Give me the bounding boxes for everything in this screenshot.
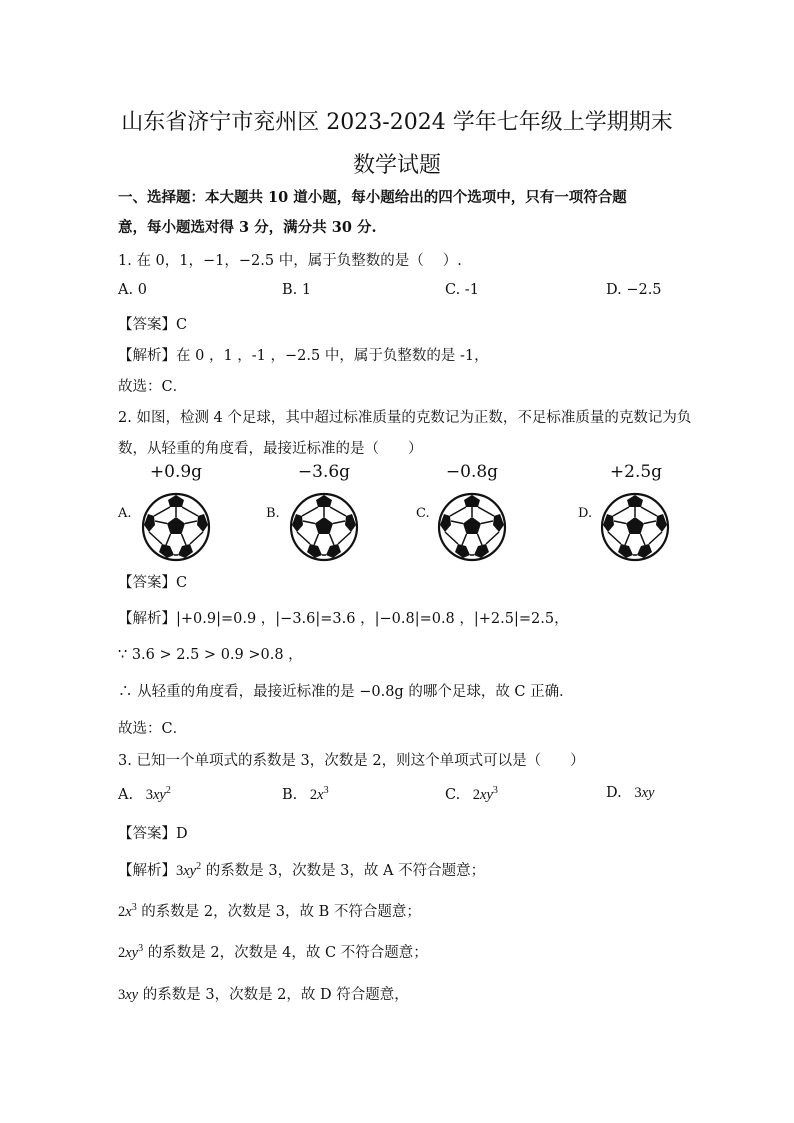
q3-option-d-letter: D.: [606, 785, 622, 801]
q1-analysis: 【解析】在 0 ，1 ，-1 ，−2.5 中，属于负整数的是 -1，: [118, 348, 489, 364]
ball-c-mass-label: −0.8g: [445, 462, 499, 482]
q2-answer: 【答案】C: [118, 575, 188, 591]
q3-analysis-2-vars: x: [125, 904, 132, 920]
q1-answer: 【答案】C: [118, 317, 188, 333]
ball-c-letter: C.: [416, 506, 430, 521]
soccer-ball-b-icon: [289, 492, 359, 562]
q3-analysis-1-coef: 3: [176, 863, 184, 879]
q3-option-a-exp: 2: [165, 785, 171, 796]
ball-b-letter: B.: [266, 506, 280, 521]
q3-option-c-vars: xy: [480, 786, 493, 803]
q3-option-b: [282, 785, 329, 804]
q1-choice: 故选：C．: [118, 379, 188, 395]
soccer-ball-d-icon: [600, 492, 670, 562]
q3-option-b-vars: x: [317, 786, 324, 803]
q3-option-c: [445, 785, 498, 804]
q3-option-a-letter: A.: [118, 786, 134, 803]
q3-analysis-2-coef: 2: [118, 904, 126, 920]
q3-analysis-label: 【解析】: [118, 863, 176, 879]
q1-option-b: B. 1: [282, 282, 312, 298]
ball-b-mass-label: −3.6g: [297, 462, 351, 482]
q3-option-c-exp: 3: [492, 785, 498, 796]
ball-d-letter: D.: [578, 506, 593, 521]
ball-d-mass-label: +2.5g: [609, 462, 663, 482]
q2-analysis-line3: ∴ 从轻重的角度看，最接近标准的是 −0.8g 的哪个足球，故 C 正确．: [118, 684, 574, 700]
q3-analysis-3-text: 的系数是 2，次数是 4，故 C 不符合题意；: [143, 945, 428, 961]
q2-stem-line1: 2. 如图，检测 4 个足球，其中超过标准质量的克数记为正数，不足标准质量的克数记为负: [118, 410, 692, 426]
q3-analysis-line2: [118, 900, 421, 921]
q3-stem: 3. 已知一个单项式的系数是 3，次数是 2，则这个单项式可以是（ ）: [118, 753, 585, 769]
q3-analysis-3-coef: 2: [118, 945, 126, 961]
q3-analysis-4-vars: xy: [125, 987, 139, 1003]
q1-option-c: C. -1: [445, 282, 479, 298]
q3-analysis-3-vars: xy: [125, 945, 139, 961]
q3-option-d-coef: 3: [634, 785, 642, 801]
q3-analysis-line1: [118, 859, 485, 880]
section-header-line2: 意，每小题选对得 3 分，满分共 30 分.: [118, 219, 377, 236]
q1-stem: 1. 在 0，1，−1，−2.5 中，属于负整数的是（ ）.: [118, 253, 462, 269]
q3-option-c-letter: C.: [445, 786, 461, 803]
q3-analysis-3-exp: 3: [138, 943, 144, 955]
q3-analysis-1-vars: xy: [183, 863, 197, 879]
q3-analysis-4-text: 的系数是 3，次数是 2，故 D 符合题意，: [138, 987, 409, 1003]
q3-analysis-2-exp: 3: [131, 902, 137, 914]
q3-option-a-vars: xy: [152, 786, 166, 803]
q3-option-b-letter: B.: [282, 786, 298, 803]
q3-option-d: [606, 785, 654, 802]
section-header-line1: 一、选择题：本大题共 10 道小题，每小题给出的四个选项中，只有一项符合题: [118, 189, 627, 206]
page-title: 山东省济宁市兖州区 2023-2024 学年七年级上学期期末: [121, 110, 673, 135]
q2-analysis-line1: 【解析】|+0.9|=0.9 ，|−3.6|=3.6 ，|−0.8|=0.8 ，|+2.5|=2.5，: [118, 611, 569, 627]
q3-analysis-2-text: 的系数是 2，次数是 3，故 B 不符合题意；: [136, 904, 421, 920]
q3-answer: 【答案】D: [118, 826, 188, 842]
q2-stem-line2: 数，从轻重的角度看，最接近标准的是（ ）: [118, 441, 423, 457]
q2-analysis-line2: ∵ 3.6 > 2.5 > 0.9 >0.8 ，: [118, 647, 303, 663]
q3-option-a-coef: 3: [145, 786, 153, 803]
ball-a-letter: A.: [118, 506, 132, 521]
q3-option-a: [118, 785, 171, 804]
soccer-ball-c-icon: [437, 492, 507, 562]
q1-option-d: D. −2.5: [606, 282, 662, 298]
ball-a-mass-label: +0.9g: [149, 462, 203, 482]
q3-analysis-line3: [118, 941, 428, 962]
q3-analysis-1-exp: 2: [196, 861, 202, 873]
q3-analysis-1-text: 的系数是 3，次数是 3，故 A 不符合题意；: [201, 863, 486, 879]
q2-choice: 故选：C．: [118, 721, 188, 737]
soccer-ball-a-icon: [141, 492, 211, 562]
q3-option-d-vars: xy: [641, 785, 655, 801]
q3-option-c-coef: 2: [472, 786, 481, 803]
page-subtitle: 数学试题: [352, 153, 441, 178]
q3-analysis-4-coef: 3: [118, 987, 126, 1003]
q1-option-a: A. 0: [118, 282, 147, 298]
q3-analysis-line4: [118, 983, 409, 1004]
q3-option-b-exp: 3: [323, 785, 329, 796]
q3-option-b-coef: 2: [309, 786, 318, 803]
